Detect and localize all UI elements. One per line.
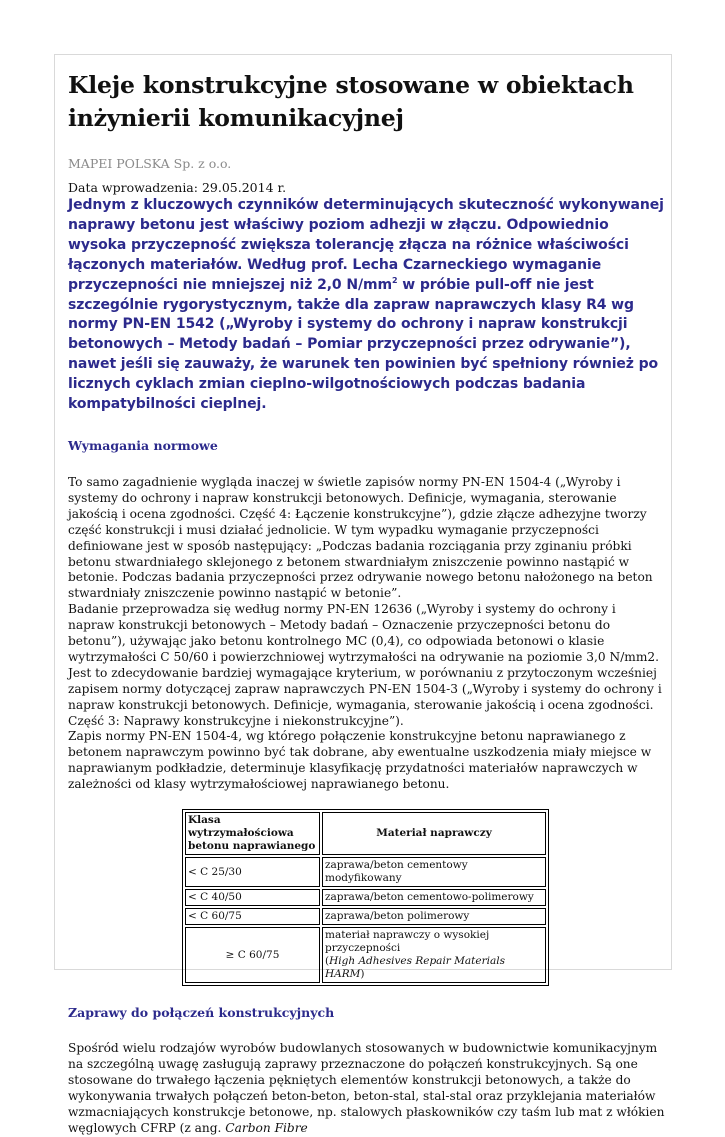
paragraph-mortars-italic: Carbon Fibre [225,1120,308,1135]
table-row [185,889,546,906]
table-row [185,908,546,925]
paragraph-classification: Zapis normy PN-EN 1504-4, wg którego połączenie konstrukcyjne betonu naprawianego z betonem naprawczym powinno być tak dobrane, aby ewentualne uszkodzenia miały miejsce w naprawianym podkładzie, determinuje klasyfikację przydatności materiałów naprawczych w zależności od klasy wytrzymałościowej naprawianego betonu. [68,729,652,792]
material-harm-note: High Adhesives Repair Materials HARM [325,955,505,981]
publication-date: Data wprowadzenia: 29.05.2014 r. [68,180,287,195]
table-cell-class: < C 25/30 [185,857,320,887]
document-content [68,69,665,1137]
lead-superscript: 2 [391,275,398,285]
table-cell-material: zaprawa/beton cementowy modyfikowany [322,857,546,887]
table-header-material: Materiał naprawczy [322,812,546,855]
company-name: MAPEI POLSKA Sp. z o.o. [68,156,232,171]
section-heading-mortars: Zaprawy do połączeń konstrukcyjnych [68,1005,335,1021]
paragraph-norm-12636: Badanie przeprowadza się według normy PN-EN 12636 („Wyroby i systemy do ochrony i napraw konstrukcji betonowych – Metody badań – Oznaczenie przyczepności betonu do betonu”), używając jako betonu kontrolnego MC (0,4), co odpowiada betonowi o klasie wytrzymałości C 50/60 i powierzchniowej wytrzymałości na odrywanie na poziomie 3,0 N/mm2. Jest to zdecydowanie bardziej wymagające kryterium, w porównaniu z przytoczonym wcześniej zapisem normy dotyczącej zapraw naprawczych PN-EN 1504-3 („Wyroby i systemy do ochrony i napraw konstrukcji betonowych. Definicje, wymagania, sterowanie jakością i ocena zgodności. Część 3: Naprawy konstrukcyjne i niekonstrukcyjne”). [68,602,662,728]
paragraph-mortars [68,1041,665,1136]
table-header-class: Klasa wytrzymałościowa betonu naprawianego [185,812,320,855]
lead-paragraph [68,196,665,415]
paragraph-norm-1504-4: To samo zagadnienie wygląda inaczej w świetle zapisów normy PN-EN 1504-4 („Wyroby i systemy do ochrony i napraw konstrukcji betonowych. Definicje, wymagania, sterowanie jakością i ocena zgodności. Część 4: Łączenie konstrukcyjne”), gdzie złącze adhezyjne tworzy część konstrukcji i musi działać jednolicie. W tym wypadku wymaganie przyczepności definiowane jest w sposób następujący: „Podczas badania rozciągania przy zginaniu próbki betonu stwardniałego sklejonego z betonem stwardniałym zniszczenie powinno nastąpić w betonie. Podczas badania przyczepności przez odrywanie nowego betonu nałożonego na beton stwardniały zniszczenie powinno nastąpić w betonie”. [68,474,653,601]
table-row [185,927,546,983]
table-cell-material: zaprawa/beton polimerowy [322,908,546,925]
table-cell-material: materiał naprawczy o wysokiej przyczepności (High Adhesives Repair Materials HARM) [322,927,546,983]
table-row [185,857,546,887]
table-cell-class: < C 60/75 [185,908,320,925]
lead-text-part1: Jednym z kluczowych czynników determinujących skuteczność wykonywanej naprawy betonu jest właściwy poziom adhezji w złączu. Odpowiednio wysoka przyczepność zwiększa tolerancję złącza na różnice właściwości łączonych materiałów. Według prof. Lecha Czarneckiego wymaganie przyczepności nie mniejszej niż 2,0 N/mm [68,197,664,293]
material-harm-text: materiał naprawczy o wysokiej przyczepności [325,929,490,955]
paragraph-mortars-text: Spośród wielu rodzajów wyrobów budowlanych stosowanych w budownictwie komunikacyjnym na szczególną uwagę zasługują zaprawy przeznaczone do połączeń konstrukcyjnych. Są one stosowane do trwałego łączenia pękniętych elementów konstrukcji betonowych, a także do wykonywania trwałych połączeń beton-beton, beton-stal, stal-stal oraz przyklejania materiałów wzmacniających konstrukcje betonowe, np. stalowych płaskowników czy taśm lub mat z włókien węglowych CFRP (z ang. [68,1041,665,1135]
table-cell-class: < C 40/50 [185,889,320,906]
table-cell-class: ≥ C 60/75 [185,927,320,983]
table-cell-material: zaprawa/beton cementowo-polimerowy [322,889,546,906]
table-header-row [185,812,546,855]
document-page [54,54,672,1135]
repair-materials-table [182,809,549,986]
section-heading-requirements: Wymagania normowe [68,437,218,453]
article-title: Kleje konstrukcyjne stosowane w obiektach inżynierii komunikacyjnej [68,71,634,132]
lead-text-part2: w próbie pull-off nie jest szczególnie rygorystycznym, także dla zapraw naprawczych klasy R4 wg normy PN-EN 1542 („Wyroby i systemy do ochrony i napraw konstrukcji betonowych – Metody badań – Pomiar przyczepności przez odrywanie”), nawet jeśli się zauważy, że warunek ten powinien być spełniony również po licznych cyklach zmian cieplno-wilgotnościowych podczas badania kompatybilności cieplnej. [68,276,659,413]
